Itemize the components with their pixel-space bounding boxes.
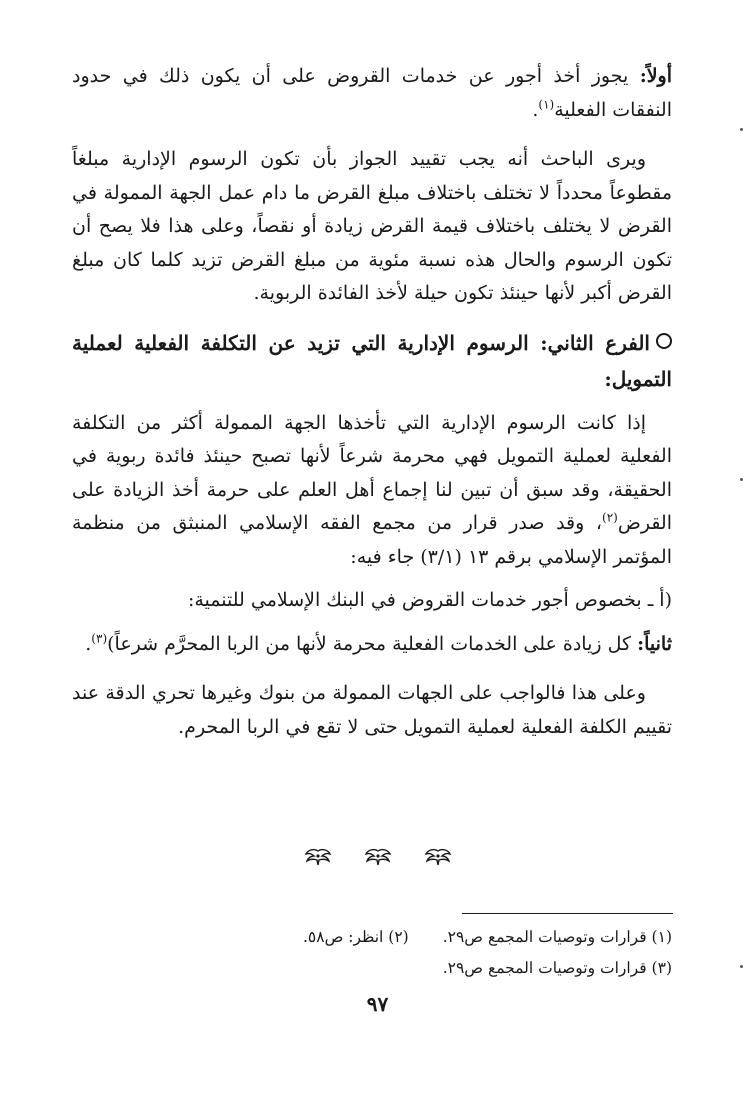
page-body xyxy=(72,60,672,744)
circle-bullet-icon xyxy=(656,333,672,349)
paragraph-second-text: كل زيادة على الخدمات الفعلية محرمة لأنها من الربا المحرَّم شرعاً) xyxy=(107,632,632,655)
footnote-ref-2: (٢) xyxy=(602,510,618,525)
footnote-2: (٢) انظر: ص٥٨. xyxy=(302,928,409,946)
fleuron-divider-icon xyxy=(363,848,393,868)
footnote-3: (٣) قرارات وتوصيات المجمع ص٢٩. xyxy=(442,959,672,977)
fleuron-divider-icon xyxy=(423,848,453,868)
paragraph-excess-fees xyxy=(72,407,672,575)
footnote-separator xyxy=(462,913,673,914)
paragraph-first-lead: أولاً: xyxy=(639,65,672,87)
paragraph-first-end: . xyxy=(532,98,539,121)
section-heading-text: الفرع الثاني: الرسوم الإدارية التي تزيد عن التكلفة الفعلية لعملية التمويل: xyxy=(72,330,672,391)
footnotes xyxy=(72,922,672,984)
margin-speck xyxy=(740,478,743,481)
paragraph-second xyxy=(72,628,672,662)
margin-speck xyxy=(740,965,743,968)
ornament-divider xyxy=(0,848,755,868)
fleuron-divider-icon xyxy=(303,848,333,868)
paragraph-second-end: . xyxy=(85,632,92,655)
paragraph-conclusion: وعلى هذا فالواجب على الجهات الممولة من بنوك وغيرها تحري الدقة عند تقييم الكلفة الفعلية لعملية التمويل حتى لا تقع في الربا المحرم. xyxy=(72,682,672,738)
paragraph-excess-fees-text2: ، وقد صدر قرار من مجمع الفقه الإسلامي المنبثق من منظمة المؤتمر الإسلامي برقم ١٣ (٣/١) جاء فيه: xyxy=(72,512,672,568)
footnote-ref-3: (٣) xyxy=(91,631,108,646)
paragraph-researcher-view: ويرى الباحث أنه يجب تقييد الجواز بأن تكون الرسوم الإدارية مبلغاً مقطوعاً محدداً لا تختلف باختلاف مبلغ القرض ما دام عمل الجهة الممولة في القرض لا يختلف باختلاف قيمة القرض زيادة أو نقصاً، وعلى هذا فلا يصح أن تكون الرسوم والحال هذه نسبة مئوية من مبلغ القرض تزيد كلما كان مبلغ القرض أكبر لأنها حينئذ تكون حيلة لأخذ الفائدة الربوية. xyxy=(72,148,672,304)
margin-speck xyxy=(740,128,743,131)
paragraph-quote-a: (أ ـ بخصوص أجور خدمات القروض في البنك الإسلامي للتنمية: xyxy=(187,589,672,611)
paragraph-first-text: يجوز أخذ أجور عن خدمات القروض على أن يكون ذلك في حدود النفقات الفعلية xyxy=(72,65,672,121)
footnote-1: (١) قرارات وتوصيات المجمع ص٢٩. xyxy=(442,928,672,946)
footnote-line-1 xyxy=(72,922,672,953)
paragraph-excess-fees-text1: إذا كانت الرسوم الإدارية التي تأخذها الجهة الممولة أكثر من التكلفة الفعلية لعملية التمويل فهي محرمة شرعاً لأنها تصبح حينئذ فائدة ربوية في الحقيقة، وقد سبق أن تبين لنا إجماع أهل العلم على حرمة أخذ الزيادة على القرض xyxy=(72,411,672,534)
section-heading xyxy=(72,325,672,397)
paragraph-second-lead: ثانياً: xyxy=(637,632,672,655)
page-number: ٩٧ xyxy=(366,992,389,1016)
footnote-ref-1: (١) xyxy=(538,97,555,112)
footnote-line-2 xyxy=(72,953,672,984)
paragraph-first xyxy=(72,60,672,127)
